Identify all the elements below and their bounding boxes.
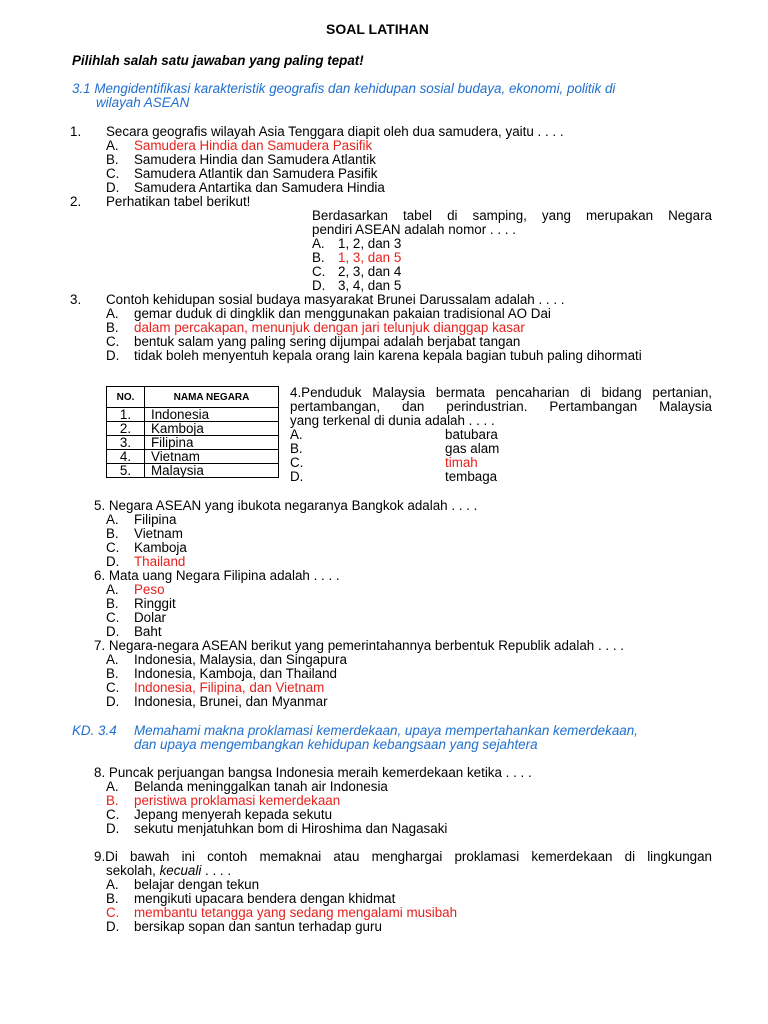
table-header-name: NAMA NEGARA: [145, 387, 279, 408]
kd-heading-1-line2: wilayah ASEAN: [96, 95, 190, 110]
table-cell-no: 2.: [107, 422, 145, 436]
question-9-line2-prefix: sekolah,: [106, 863, 160, 878]
q3-option-a: gemar duduk di dingklik dan menggunakan pakaian tradisional AO Dai: [134, 306, 551, 321]
table-cell-name: Indonesia: [145, 408, 279, 422]
q6-option-c: Dolar: [134, 610, 166, 625]
q2-option-d: 3, 4, dan 5: [338, 278, 402, 293]
q9-option-b-letter: B.: [106, 891, 119, 906]
kd-heading-2-line2: dan upaya mengembangkan kehidupan kebangsaan yang sejahtera: [134, 737, 538, 752]
q4-option-a: batubara: [445, 427, 498, 442]
table-cell-name: Vietnam: [145, 450, 279, 464]
table-cell-name: Kamboja: [145, 422, 279, 436]
q5-option-a-letter: A.: [106, 512, 119, 527]
q7-option-b-letter: B.: [106, 666, 119, 681]
page-title: SOAL LATIHAN: [326, 21, 429, 37]
kd-heading-2-label: KD. 3.4: [72, 723, 117, 738]
question-5-text: 5. Negara ASEAN yang ibukota negaranya Bangkok adalah . . . .: [94, 498, 478, 513]
question-4-line3: yang terkenal di dunia adalah . . . .: [290, 413, 495, 428]
question-9-line2: [106, 864, 231, 878]
table-row: [107, 422, 279, 436]
q6-option-d-letter: D.: [106, 624, 120, 639]
q4-option-b: gas alam: [445, 441, 500, 456]
q6-option-c-letter: C.: [106, 610, 120, 625]
table-cell-name: Malaysia: [145, 464, 279, 478]
q7-option-a: Indonesia, Malaysia, dan Singapura: [134, 652, 347, 667]
q3-option-a-letter: A.: [106, 306, 119, 321]
question-2-side-line2: pendiri ASEAN adalah nomor . . . .: [312, 222, 516, 237]
table-row: [107, 464, 279, 478]
q8-option-c: Jepang menyerah kepada sekutu: [134, 807, 333, 822]
q6-option-a: Peso: [134, 582, 165, 597]
q8-option-d: sekutu menjatuhkan bom di Hiroshima dan Nagasaki: [134, 821, 448, 836]
q2-option-c-letter: C.: [312, 264, 326, 279]
q5-option-b-letter: B.: [106, 526, 119, 541]
q3-option-d: tidak boleh menyentuh kepala orang lain karena kepala bagian tubuh paling dihormati: [134, 348, 642, 363]
q9-option-c: membantu tetangga yang sedang mengalami musibah: [134, 905, 458, 920]
q7-option-b: Indonesia, Kamboja, dan Thailand: [134, 666, 337, 681]
table-cell-no: 3.: [107, 436, 145, 450]
question-9-except: kecuali: [159, 863, 202, 878]
kd-heading-2-line1: Memahami makna proklamasi kemerdekaan, upaya mempertahankan kemerdekaan,: [134, 723, 638, 738]
q2-option-b-letter: B.: [312, 250, 325, 265]
q3-option-b: dalam percakapan, menunjuk dengan jari telunjuk dianggap kasar: [134, 320, 525, 335]
q8-option-c-letter: C.: [106, 807, 120, 822]
q3-option-c-letter: C.: [106, 334, 120, 349]
q5-option-c-letter: C.: [106, 540, 120, 555]
question-2-side-line1: Berdasarkan tabel di samping, yang merupakan Negara: [312, 208, 712, 223]
q8-option-a: Belanda meninggalkan tanah air Indonesia: [134, 779, 388, 794]
q3-option-b-letter: B.: [106, 320, 119, 335]
question-6-text: 6. Mata uang Negara Filipina adalah . . . .: [94, 568, 340, 583]
q9-option-c-letter: C.: [106, 905, 120, 920]
q8-option-a-letter: A.: [106, 779, 119, 794]
q8-option-b-letter: B.: [106, 793, 119, 808]
q1-option-d-letter: D.: [106, 180, 120, 195]
q4-option-d-letter: D.: [290, 469, 304, 484]
table-row: [107, 450, 279, 464]
instruction: Pilihlah salah satu jawaban yang paling tepat!: [72, 53, 364, 68]
question-9-line2-suffix: . . . .: [201, 863, 232, 878]
country-table: [106, 386, 279, 478]
q4-option-d: tembaga: [445, 469, 498, 484]
q5-option-a: Filipina: [134, 512, 177, 527]
q6-option-b-letter: B.: [106, 596, 119, 611]
question-7-text: 7. Negara-negara ASEAN berikut yang pemerintahannya berbentuk Republik adalah . . . .: [94, 638, 625, 653]
q5-option-b: Vietnam: [134, 526, 183, 541]
q2-option-b: 1, 3, dan 5: [338, 250, 402, 265]
q7-option-a-letter: A.: [106, 652, 119, 667]
q4-option-c: timah: [445, 455, 478, 470]
q1-option-d: Samudera Antartika dan Samudera Hindia: [134, 180, 385, 195]
question-3-text: Contoh kehidupan sosial budaya masyarakat Brunei Darussalam adalah . . . .: [106, 292, 565, 307]
table-header-row: [107, 387, 279, 408]
q4-option-b-letter: B.: [290, 441, 303, 456]
question-9-line1: 9.Di bawah ini contoh memaknai atau menghargai proklamasi kemerdekaan di lingkungan: [94, 849, 712, 864]
question-3-number: 3.: [70, 292, 82, 307]
q4-option-c-letter: C.: [290, 455, 304, 470]
q1-option-a: Samudera Hindia dan Samudera Pasifik: [134, 138, 373, 153]
q9-option-a: belajar dengan tekun: [134, 877, 260, 892]
q2-option-d-letter: D.: [312, 278, 326, 293]
q7-option-c-letter: C.: [106, 680, 120, 695]
q1-option-a-letter: A.: [106, 138, 119, 153]
q6-option-a-letter: A.: [106, 582, 119, 597]
q5-option-c: Kamboja: [134, 540, 187, 555]
table-cell-no: 4.: [107, 450, 145, 464]
q1-option-b-letter: B.: [106, 152, 119, 167]
question-4-line1: 4.Penduduk Malaysia bermata pencaharian di bidang pertanian,: [290, 385, 712, 400]
question-2-text: Perhatikan tabel berikut!: [106, 194, 251, 209]
q3-option-c: bentuk salam yang paling sering dijumpai adalah berjabat tangan: [134, 334, 521, 349]
q5-option-d-letter: D.: [106, 554, 120, 569]
question-4-line2: pertambangan, dan perindustrian. Pertambangan Malaysia: [290, 399, 712, 414]
q2-option-a-letter: A.: [312, 236, 325, 251]
q9-option-b: mengikuti upacara bendera dengan khidmat: [134, 891, 396, 906]
q1-option-b: Samudera Hindia dan Samudera Atlantik: [134, 152, 376, 167]
q1-option-c: Samudera Atlantik dan Samudera Pasifik: [134, 166, 378, 181]
q7-option-c: Indonesia, Filipina, dan Vietnam: [134, 680, 325, 695]
question-8-text: 8. Puncak perjuangan bangsa Indonesia meraih kemerdekaan ketika . . . .: [94, 765, 532, 780]
q3-option-d-letter: D.: [106, 348, 120, 363]
question-2-number: 2.: [70, 194, 82, 209]
q7-option-d: Indonesia, Brunei, dan Myanmar: [134, 694, 328, 709]
q5-option-d: Thailand: [134, 554, 186, 569]
q9-option-a-letter: A.: [106, 877, 119, 892]
q2-option-a: 1, 2, dan 3: [338, 236, 402, 251]
question-1-text: Secara geografis wilayah Asia Tenggara diapit oleh dua samudera, yaitu . . . .: [106, 124, 564, 139]
q8-option-b: peristiwa proklamasi kemerdekaan: [134, 793, 341, 808]
q8-option-d-letter: D.: [106, 821, 120, 836]
table-header-no: NO.: [107, 387, 145, 408]
q2-option-c: 2, 3, dan 4: [338, 264, 402, 279]
kd-heading-1-line1: 3.1 Mengidentifikasi karakteristik geografis dan kehidupan sosial budaya, ekonomi, politik di: [72, 81, 616, 96]
table-cell-name: Filipina: [145, 436, 279, 450]
q9-option-d-letter: D.: [106, 919, 120, 934]
q4-option-a-letter: A.: [290, 427, 303, 442]
question-1-number: 1.: [70, 124, 82, 139]
table-cell-no: 1.: [107, 408, 145, 422]
q6-option-b: Ringgit: [134, 596, 176, 611]
q6-option-d: Baht: [134, 624, 162, 639]
q1-option-c-letter: C.: [106, 166, 120, 181]
table-row: [107, 408, 279, 422]
q7-option-d-letter: D.: [106, 694, 120, 709]
q9-option-d: bersikap sopan dan santun terhadap guru: [134, 919, 382, 934]
table-cell-no: 5.: [107, 464, 145, 478]
table-row: [107, 436, 279, 450]
